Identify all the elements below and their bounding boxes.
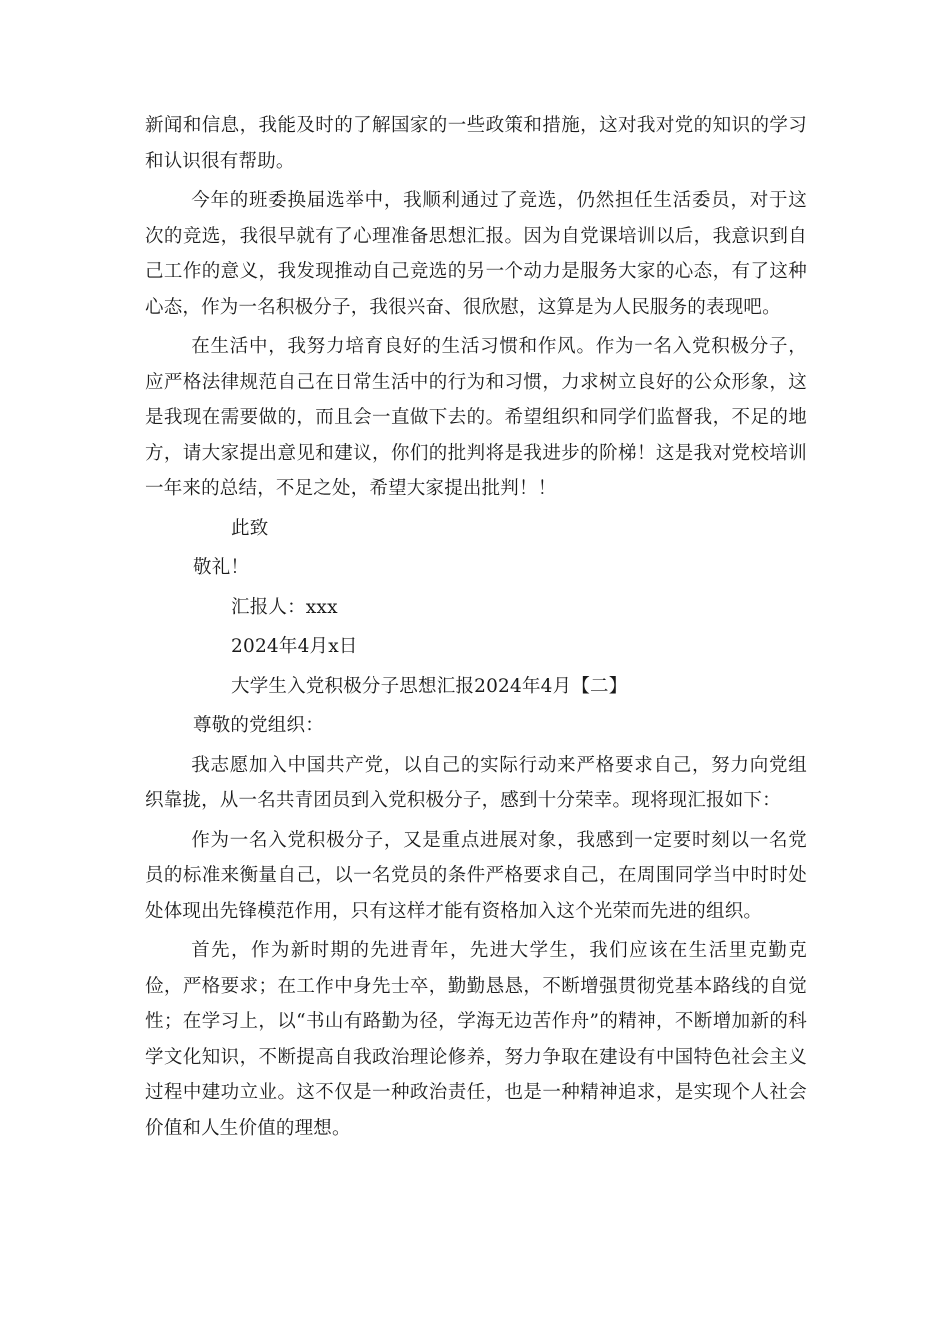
closing-line: 此致	[231, 517, 269, 539]
paragraph: 作为一名入党积极分子，又是重点进展对象，我感到一定要时刻以一名党员的标准来衡量自己，以一名党员的条件严格要求自己，在周围同学当中时时处处体现出先锋模范作用，只有这样才能有资格加入这个光荣而先进的组织。	[145, 829, 807, 922]
paragraph: 在生活中，我努力培育良好的生活习惯和作风。作为一名入党积极分子，应严格法律规范自己在日常生活中的行为和习惯，力求树立良好的公众形象，这是我现在需要做的，而且会一直做下去的。希望组织和同学们监督我，不足的地方，请大家提出意见和建议，你们的批判将是我进步的阶梯！这是我对党校培训一年来的总结，不足之处，希望大家提出批判！！	[145, 336, 807, 499]
greeting-line: 尊敬的党组织：	[193, 715, 324, 736]
paragraph: 今年的班委换届选举中，我顺利通过了竞选，仍然担任生活委员，对于这次的竞选，我很早就有了心理准备思想汇报。因为自党课培训以后，我意识到自己工作的意义，我发现推动自己竞选的另一个动力是服务大家的心态，有了这种心态，作为一名积极分子，我很兴奋、很欣慰，这算是为人民服务的表现吧。	[145, 190, 807, 318]
date-line: 2024年4月x日	[231, 636, 358, 657]
paragraph: 新闻和信息，我能及时的了解国家的一些政策和措施，这对我对党的知识的学习和认识很有帮助。	[145, 115, 807, 172]
paragraph: 我志愿加入中国共产党，以自己的实际行动来严格要求自己，努力向党组织靠拢，从一名共青团员到入党积极分子，感到十分荣幸。现将现汇报如下：	[145, 754, 807, 811]
document-body	[145, 108, 807, 1150]
reporter-line: 汇报人：xxx	[231, 596, 338, 618]
paragraph: 首先，作为新时期的先进青年，先进大学生，我们应该在生活里克勤克俭，严格要求；在工作中身先士卒，勤勤恳恳，不断增强贯彻党基本路线的自觉性；在学习上，以“书山有路勤为径，学海无边苦作舟”的精神，不断增加新的科学文化知识，不断提高自我政治理论修养，努力争取在建设有中国特色社会主义过程中建功立业。这不仅是一种政治责任，也是一种精神追求，是实现个人社会价值和人生价值的理想。	[145, 940, 807, 1139]
section-title: 大学生入党积极分子思想汇报2024年4月【二】	[231, 675, 628, 697]
salute-line: 敬礼！	[193, 557, 250, 578]
